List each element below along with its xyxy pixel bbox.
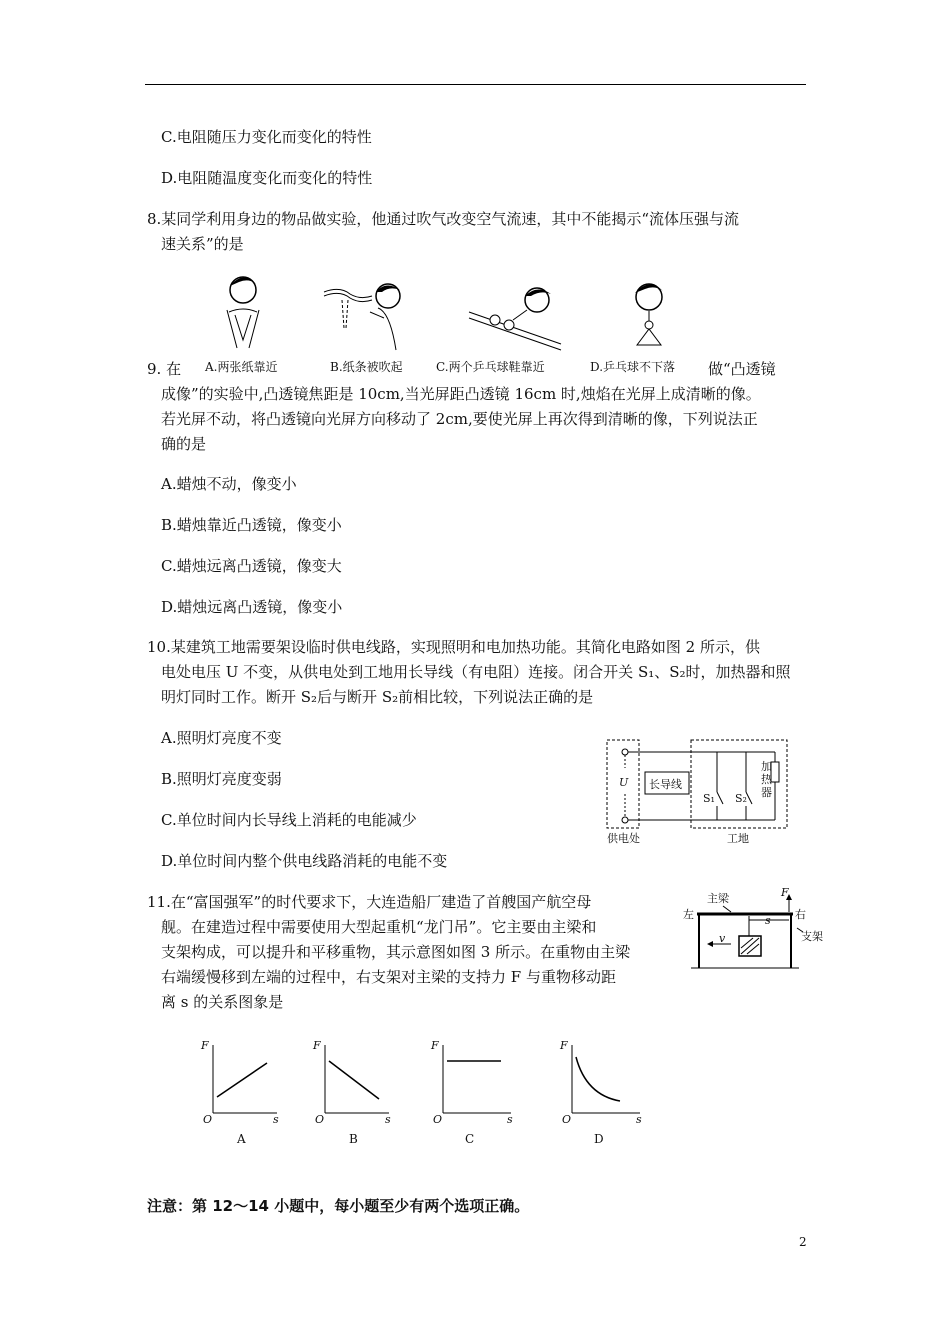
graph-c-label: C	[465, 1132, 475, 1146]
q9-option-a: A.蜡烛不动，像变小	[161, 475, 297, 493]
circuit-u-label: U	[619, 776, 629, 789]
circuit-heater-label: 加 热 器	[761, 760, 772, 799]
q11-stem-line2: 舰。在建造过程中需要使用大型起重机“龙门吊”。它主要由主梁和	[161, 918, 597, 936]
q8-figure-c	[465, 282, 565, 352]
graph-a-s: s	[273, 1113, 279, 1126]
graph-a-f: F	[201, 1039, 209, 1052]
q8-figure-d	[625, 275, 675, 355]
q10-stem-line3: 明灯同时工作。断开 S₂后与断开 S₂前相比较，下列说法正确的是	[161, 688, 594, 706]
crane-right-label: 右	[795, 908, 806, 921]
q7-option-c: C.电阻随压力变化而变化的特性	[161, 128, 372, 146]
graph-a-label: A	[237, 1132, 246, 1146]
q10-option-c: C.单位时间内长导线上消耗的电能减少	[161, 811, 417, 829]
q9-stem-line3: 若光屏不动，将凸透镜向光屏方向移动了 2cm,要使光屏上再次得到清晰的像，下列说法正	[161, 410, 758, 428]
graph-b-label: B	[349, 1132, 358, 1146]
circuit-wire-label: 长导线	[649, 778, 682, 791]
graph-d-s: s	[636, 1113, 642, 1126]
q8-label-c: C.两个乒乓球鞋靠近	[436, 360, 545, 374]
q9-stem-line4: 确的是	[161, 435, 207, 453]
q11-stem-line5: 离 s 的关系图象是	[161, 993, 284, 1011]
q10-option-d: D.单位时间内整个供电线路消耗的电能不变	[161, 852, 448, 870]
q8-stem-line2: 速关系”的是	[161, 235, 244, 253]
circuit-site-label: 工地	[727, 832, 749, 845]
q10-circuit-diagram	[605, 738, 790, 848]
q11-graph-c	[425, 1035, 520, 1150]
crane-support-label: 支架	[801, 930, 823, 943]
q10-option-a: A.照明灯亮度不变	[161, 729, 282, 747]
q11-stem-line3: 支架构成，可以提升和平移重物，其示意图如图 3 所示。在重物由主梁	[161, 943, 631, 961]
q9-option-b: B.蜡烛靠近凸透镜，像变小	[161, 516, 342, 534]
graph-c-o: O	[433, 1113, 443, 1126]
graph-c-s: s	[507, 1113, 513, 1126]
crane-s-label: s	[765, 914, 771, 927]
q10-option-b: B.照明灯亮度变弱	[161, 770, 282, 788]
q8-label-b: B.纸条被吹起	[330, 360, 403, 374]
graph-d-label: D	[594, 1132, 604, 1146]
q8-figure-b	[320, 278, 410, 358]
q7-option-d: D.电阻随温度变化而变化的特性	[161, 169, 373, 187]
graph-d-f: F	[560, 1039, 568, 1052]
q8-label-a: A.两张纸靠近	[205, 360, 278, 374]
graph-b-s: s	[385, 1113, 391, 1126]
q11-graph-a	[195, 1035, 285, 1150]
q8-label-d: D.乒乓球不下落	[590, 360, 676, 374]
q11-graph-b	[307, 1035, 397, 1150]
q8-figure-a	[215, 270, 275, 355]
q9-option-d: D.蜡烛远离凸透镜，像变小	[161, 598, 343, 616]
q9-number: 9. 在	[147, 360, 182, 378]
circuit-s1-label: S₁	[703, 792, 715, 805]
q9-stem-line2: 成像”的实验中,凸透镜焦距是 10cm,当光屏距凸透镜 16cm 时,烛焰在光屏上成清晰的像。	[161, 385, 761, 403]
crane-left-label: 左	[683, 908, 694, 921]
q11-graph-d	[554, 1035, 649, 1150]
q10-stem-line2: 电处电压 U 不变，从供电处到工地用长导线（有电阻）连接。闭合开关 S₁、S₂时，加热器和照	[161, 663, 791, 681]
q10-stem-line1: 10.某建筑工地需要架设临时供电线路，实现照明和电加热功能。其简化电路如图 2 所示，供	[147, 638, 760, 656]
section-note: 注意：第 12～14 小题中，每小题至少有两个选项正确。	[147, 1197, 530, 1215]
crane-f-label: F	[781, 886, 789, 899]
circuit-s2-label: S₂	[735, 792, 747, 805]
q11-crane-diagram	[683, 888, 833, 978]
q11-stem-line1: 11.在“富国强军”的时代要求下，大连造船厂建造了首艘国产航空母	[147, 893, 592, 911]
q11-stem-line4: 右端缓慢移到左端的过程中，右支架对主梁的支持力 F 与重物移动距	[161, 968, 616, 986]
graph-b-o: O	[315, 1113, 325, 1126]
circuit-supply-label: 供电处	[607, 832, 640, 845]
q9-stem-line1: 做“凸透镜	[708, 360, 776, 378]
q8-stem-line1: 8.某同学利用身边的物品做实验，他通过吹气改变空气流速，其中不能揭示“流体压强与流	[147, 210, 739, 228]
graph-a-o: O	[203, 1113, 213, 1126]
graph-d-o: O	[562, 1113, 572, 1126]
crane-v-label: v	[719, 932, 726, 945]
crane-beam-label: 主梁	[707, 892, 729, 905]
graph-c-f: F	[431, 1039, 439, 1052]
page-number: 2	[799, 1235, 807, 1249]
header-rule	[145, 84, 806, 85]
q9-option-c: C.蜡烛远离凸透镜，像变大	[161, 557, 342, 575]
graph-b-f: F	[313, 1039, 321, 1052]
